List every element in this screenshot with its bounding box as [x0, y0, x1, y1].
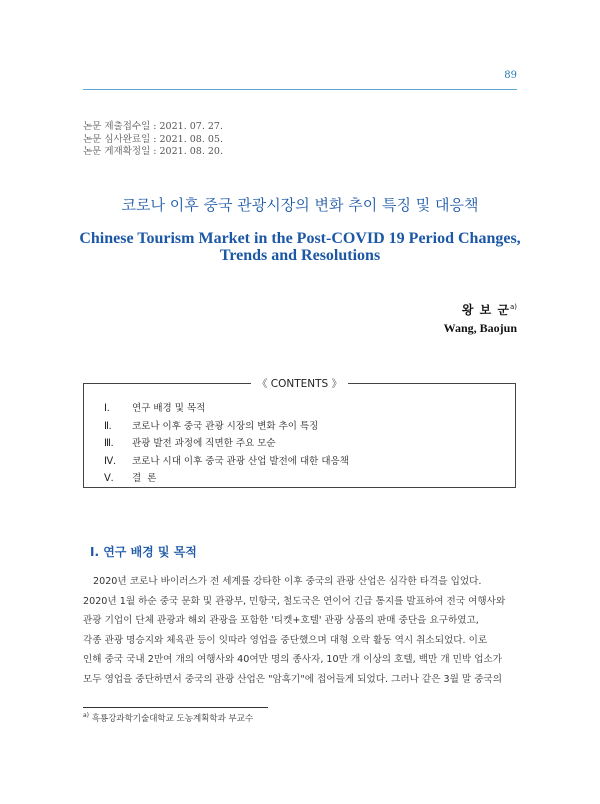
toc-item: Ⅱ. 코로나 이후 중국 관광 시장의 변화 추이 특징	[104, 420, 319, 432]
submission-dates	[83, 121, 223, 159]
date-row-submitted: 논문 제출접수일 : 2021. 07. 27.	[83, 121, 223, 132]
date-row-reviewed: 논문 심사완료일 : 2021. 08. 05.	[83, 133, 223, 145]
body-line: 관광 기업이 단체 관광과 해외 관광을 포함한 '티켓+호텔' 관광 상품의 판매 중단을 요구하였고,	[83, 615, 479, 626]
body-line: 2020년 코로나 바이러스가 전 세계를 강타한 이후 중국의 관광 산업은 심각한 타격을 입었다.	[93, 576, 482, 587]
section-heading: Ⅰ. 연구 배경 및 목적	[90, 545, 197, 559]
footnote: $^{a)}$ 흑룡강과학기술대학교 도농계획학과 부교수	[83, 712, 254, 724]
title-english	[60, 230, 540, 264]
title-english-line-2: Trends and Resolutions	[219, 247, 381, 264]
author-footnote-marker: a)	[509, 303, 517, 311]
toc-item: Ⅳ. 코로나 시대 이후 중국 관광 산업 발전에 대한 대응책	[104, 455, 349, 467]
body-paragraph	[83, 572, 517, 689]
date-row-accepted: 논문 게재확정일 : 2021. 08. 20.	[83, 146, 223, 157]
toc-item: Ⅲ. 관광 발전 과정에 직면한 주요 모순	[104, 438, 276, 449]
title-korean: 코로나 이후 중국 관광시장의 변화 추이 특징 및 대응책	[121, 196, 479, 214]
author-name-korean: 왕 보 군$^{a)}$	[461, 303, 517, 317]
page-number: 89	[504, 70, 517, 81]
contents-title: 《 CONTENTS 》	[84, 376, 515, 391]
contents-box	[83, 378, 516, 488]
footnote-marker: a)	[83, 712, 90, 720]
author-block	[444, 301, 517, 336]
toc-list	[104, 400, 349, 488]
body-line: 각종 관광 명승지와 체육관 등이 잇따라 영업을 중단했으며 대형 오락 활동 역시 취소되었다. 이로	[83, 634, 488, 646]
toc-item: Ⅰ. 연구 배경 및 목적	[104, 403, 206, 414]
header-rule	[83, 89, 517, 90]
title-english-line-1: Chinese Tourism Market in the Post-COVID 19 Period Changes,	[79, 230, 521, 247]
body-line: 인해 중국 국내 2만여 개의 여행사와 40여만 명의 종사자, 10만 개 이상의 호텔, 백만 개 민박 업소가	[83, 654, 503, 665]
footnote-rule	[83, 707, 268, 708]
body-line: 모두 영업을 중단하면서 중국의 관광 산업은 "암흑기"에 접어들게 되었다. 그러나 같은 3월 말 중국의	[83, 673, 503, 685]
body-line: 2020년 1월 하순 중국 문화 및 관광부, 민항국, 철도국은 연이어 긴급 통지를 발표하여 전국 여행사와	[83, 595, 506, 607]
toc-item: Ⅴ. 결 론	[104, 473, 157, 484]
author-name-english: Wang, Baojun	[443, 321, 517, 335]
